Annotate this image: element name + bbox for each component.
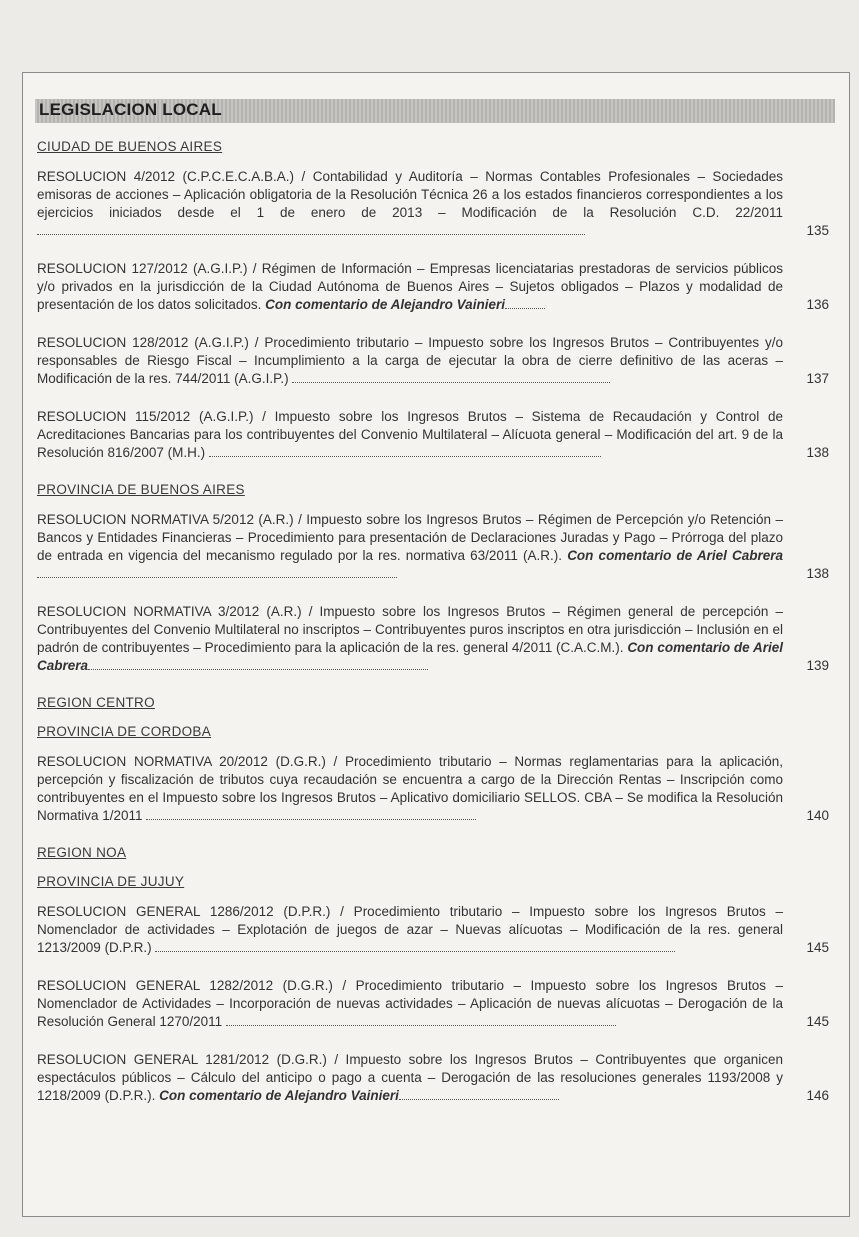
toc-entry (37, 168, 829, 240)
entry-text: RESOLUCION NORMATIVA 5/2012 (A.R.) / Impuesto sobre los Ingresos Brutos – Régimen de Percepción y/o Retención – Bancos y Entidades Financieras – Procedimiento para presentación de Declaraciones Juradas y Pago – Prórroga del plazo de entrada en vigencia del mecanismo regulado por la res. normativa 63/2011 (A.R.). (37, 512, 783, 563)
toc-entry (37, 977, 829, 1031)
dot-leader (146, 819, 476, 820)
entry-text: RESOLUCION 115/2012 (A.G.I.P.) / Impuesto sobre los Ingresos Brutos – Sistema de Recaudación y Control de Acreditaciones Bancarias para los contribuyentes del Convenio Multilateral – Alícuota general – Modificación del art. 9 de la Resolución 816/2007 (M.H.) (37, 409, 783, 460)
group-heading: PROVINCIA DE BUENOS AIRES (37, 482, 245, 497)
page-number: 137 (806, 371, 829, 386)
toc-entry (37, 334, 829, 388)
page-number: 140 (806, 808, 829, 823)
region-heading: REGION NOA (37, 845, 127, 860)
entry-text: RESOLUCION 4/2012 (C.P.C.E.C.A.B.A.) / Contabilidad y Auditoría – Normas Contables Profesionales – Sociedades emisoras de acciones – Aplicación obligatoria de la Resolución Técnica 26 a los estados financieros correspondientes a los ejercicios iniciados desde el 1 de enero de 2013 – Modificación de la Resolución C.D. 22/2011 (37, 169, 783, 220)
dot-leader (37, 577, 397, 578)
dot-leader (155, 951, 675, 952)
dot-leader (37, 234, 585, 235)
entry-comment: Con comentario de Alejandro Vainieri (159, 1088, 399, 1103)
dot-leader (209, 456, 601, 457)
toc-entry (37, 511, 829, 583)
page-number: 138 (806, 445, 829, 460)
page-number: 145 (806, 1014, 829, 1029)
page-number: 145 (806, 940, 829, 955)
toc-entry (37, 1051, 829, 1105)
group-heading: PROVINCIA DE JUJUY (37, 874, 185, 889)
entry-comment: Con comentario de Ariel Cabrera (567, 548, 783, 563)
group-heading: CIUDAD DE BUENOS AIRES (37, 139, 223, 154)
dot-leader (226, 1025, 616, 1026)
entry-text: RESOLUCION GENERAL 1281/2012 (D.G.R.) / Impuesto sobre los Ingresos Brutos – Contribuyentes que organicen espectáculos públicos – Cálculo del anticipo o pago a cuenta – Derogación de las resoluciones generales 1193/2008 y 1218/2009 (D.P.R.). (37, 1052, 783, 1103)
entry-comment: Con comentario de Alejandro Vainieri (265, 297, 505, 312)
section-band (35, 99, 835, 123)
entry-comment: Con comentario de Ariel Cabrera (37, 640, 783, 673)
entry-text: RESOLUCION 128/2012 (A.G.I.P.) / Procedimiento tributario – Impuesto sobre los Ingresos Brutos – Contribuyentes y/o responsables de Riesgo Fiscal – Incumplimiento a la carga de ejecutar la obra de cierre definitivo de las aceras – Modificación de la res. 744/2011 (A.G.I.P.) (37, 335, 783, 386)
document-page (22, 72, 850, 1217)
page-number: 138 (806, 566, 829, 581)
page-number: 139 (806, 658, 829, 673)
page-number: 136 (806, 297, 829, 312)
table-of-contents (37, 139, 829, 1125)
toc-entry (37, 260, 829, 314)
section-title: LEGISLACION LOCAL (39, 100, 222, 119)
entry-text: RESOLUCION NORMATIVA 20/2012 (D.G.R.) / Procedimiento tributario – Normas reglamentarias para la aplicación, percepción y fiscalización de tributos cuya recaudación se encuentra a cargo de la Dirección Rentas – Inscripción como contribuyentes en el Impuesto sobre los Ingresos Brutos – Aplicativo domiciliario SELLOS. CBA – Se modifica la Resolución Normativa 1/2011 (37, 754, 783, 823)
toc-entry (37, 603, 829, 675)
entry-text: RESOLUCION GENERAL 1286/2012 (D.P.R.) / Procedimiento tributario – Impuesto sobre los Ingresos Brutos – Nomenclador de actividades – Explotación de juegos de azar – Nuevas alícuotas – Modificación de la res. general 1213/2009 (D.P.R.) (37, 904, 783, 955)
entry-text: RESOLUCION NORMATIVA 3/2012 (A.R.) / Impuesto sobre los Ingresos Brutos – Régimen general de percepción – Contribuyentes del Convenio Multilateral no inscriptos – Contribuyentes puros inscriptos en otra jurisdicción – Inclusión en el padrón de contribuyentes – Procedimiento para la aplicación de la res. general 4/2011 (C.A.C.M.). (37, 604, 783, 655)
page-number: 135 (806, 223, 829, 238)
dot-leader (505, 308, 545, 309)
dot-leader (399, 1099, 559, 1100)
page-number: 146 (806, 1088, 829, 1103)
dot-leader (292, 382, 610, 383)
entry-text: RESOLUCION 127/2012 (A.G.I.P.) / Régimen de Información – Empresas licenciatarias prestadoras de servicios públicos y/o privados en la jurisdicción de la Ciudad Autónoma de Buenos Aires – Sujetos obligados – Plazos y modalidad de presentación de los datos solicitados. (37, 261, 783, 312)
group-heading: PROVINCIA DE CORDOBA (37, 724, 212, 739)
entry-text: RESOLUCION GENERAL 1282/2012 (D.G.R.) / Procedimiento tributario – Impuesto sobre los Ingresos Brutos – Nomenclador de Actividades – Incorporación de nuevas actividades – Aplicación de nuevas alícuotas – Derogación de la Resolución General 1270/2011 (37, 978, 783, 1029)
toc-entry (37, 408, 829, 462)
toc-entry (37, 753, 829, 825)
region-heading: REGION CENTRO (37, 695, 155, 710)
dot-leader (88, 669, 428, 670)
toc-entry (37, 903, 829, 957)
